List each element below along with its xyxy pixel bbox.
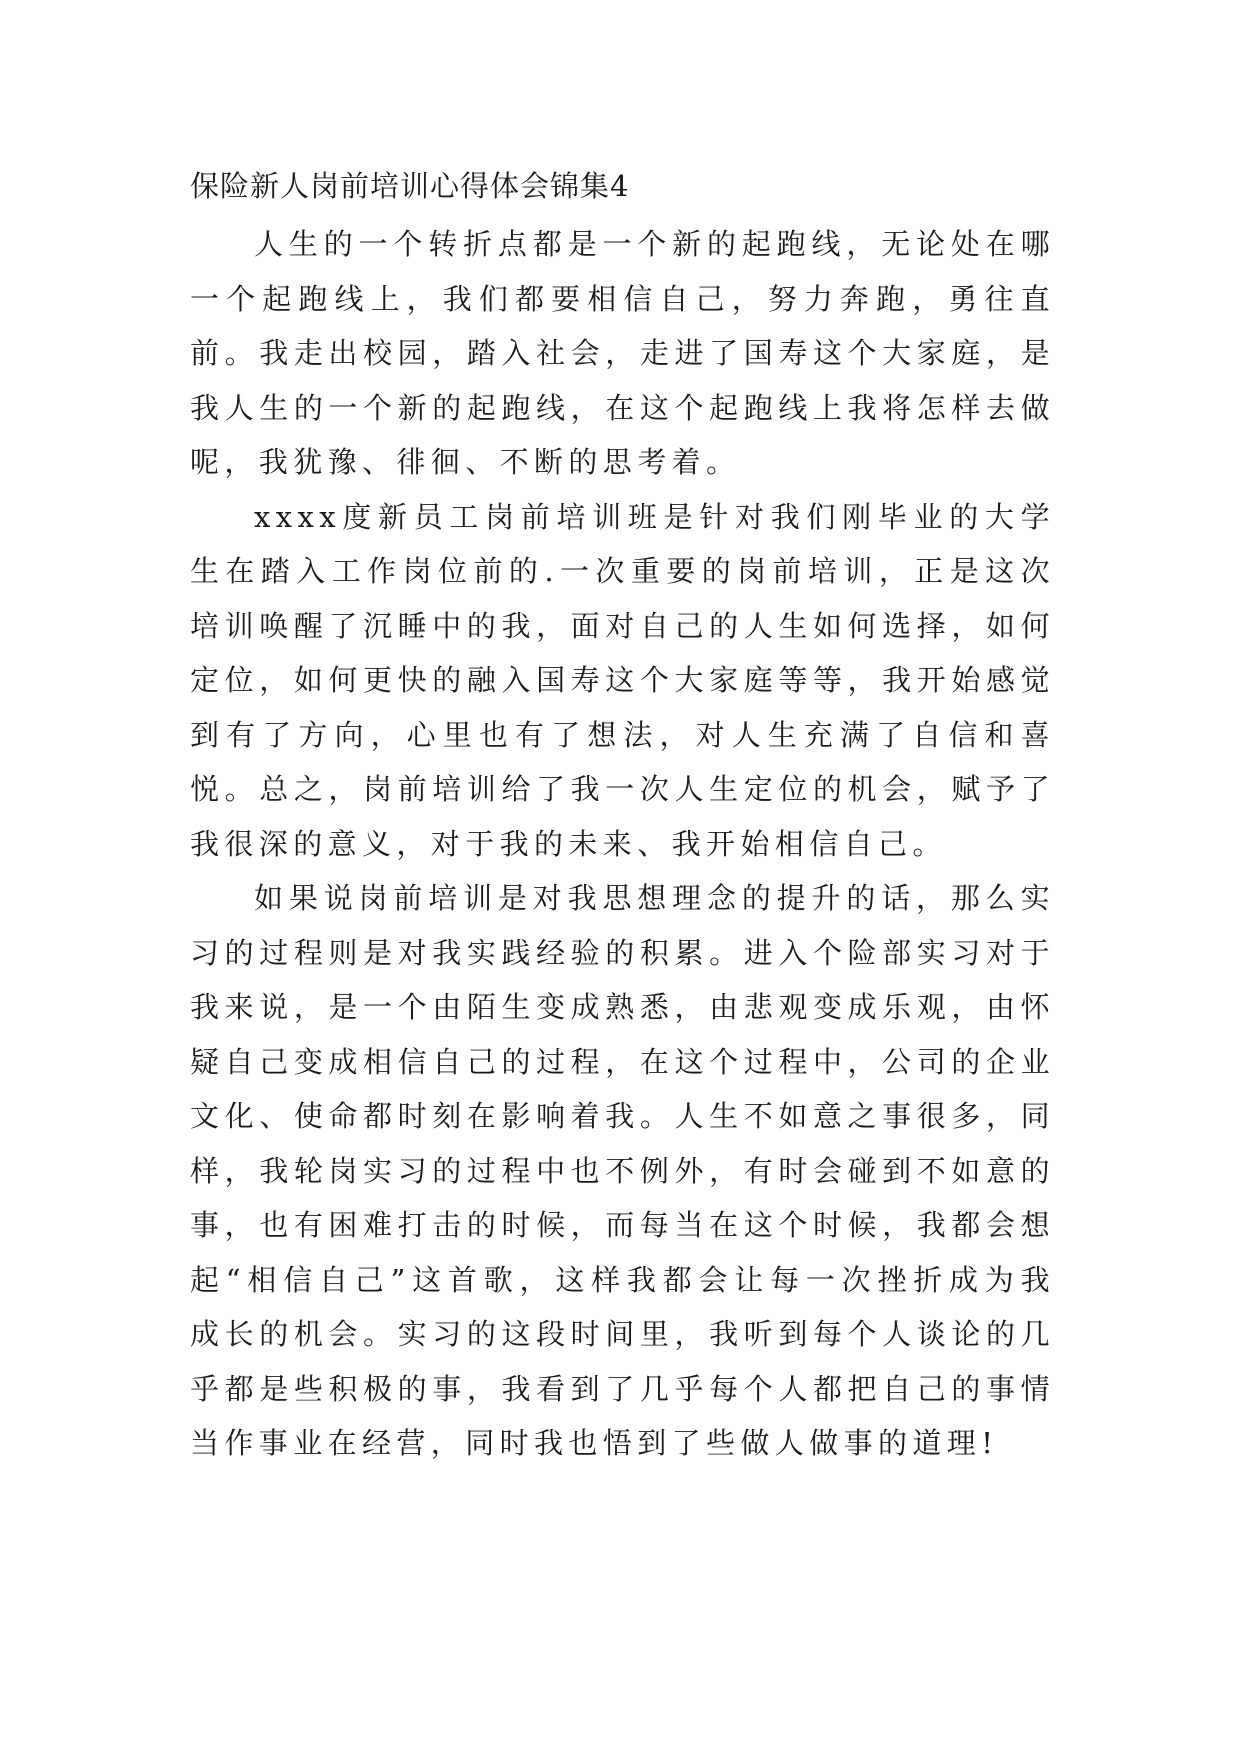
paragraph-1: 人生的一个转折点都是一个新的起跑线，无论处在哪一个起跑线上，我们都要相信自己，努力奔跑，勇往直前。我走出校园，踏入社会，走进了国寿这个大家庭，是我人生的一个新的起跑线，在这个起跑线上我将怎样去做呢，我犹豫、徘徊、不断的思考着。 [190,227,1055,479]
paragraph-2: xxxx度新员工岗前培训班是针对我们刚毕业的大学生在踏入工作岗位前的.一次重要的岗前培训，正是这次培训唤醒了沉睡中的我，面对自己的人生如何选择，如何定位，如何更快的融入国寿这个大家庭等等，我开始感觉到有了方向，心里也有了想法，对人生充满了自信和喜悦。总之，岗前培训给了我一次人生定位的机会，赋予了我很深的意义，对于我的未来、我开始相信自己。 [190,499,1055,861]
document-body [190,217,1055,1471]
document-title: 保险新人岗前培训心得体会锦集4 [190,169,630,203]
paragraph-3: 如果说岗前培训是对我思想理念的提升的话，那么实习的过程则是对我实践经验的积累。进入个险部实习对于我来说，是一个由陌生变成熟悉，由悲观变成乐观，由怀疑自己变成相信自己的过程，在这个过程中，公司的企业文化、使命都时刻在影响着我。人生不如意之事很多，同样，我轮岗实习的过程中也不例外，有时会碰到不如意的事，也有困难打击的时候，而每当在这个时候，我都会想起“相信自己”这首歌，这样我都会让每一次挫折成为我成长的机会。实习的这段时间里，我听到每个人谈论的几乎都是些积极的事，我看到了几乎每个人都把自己的事情当作事业在经营，同时我也悟到了些做人做事的道理! [190,881,1055,1460]
